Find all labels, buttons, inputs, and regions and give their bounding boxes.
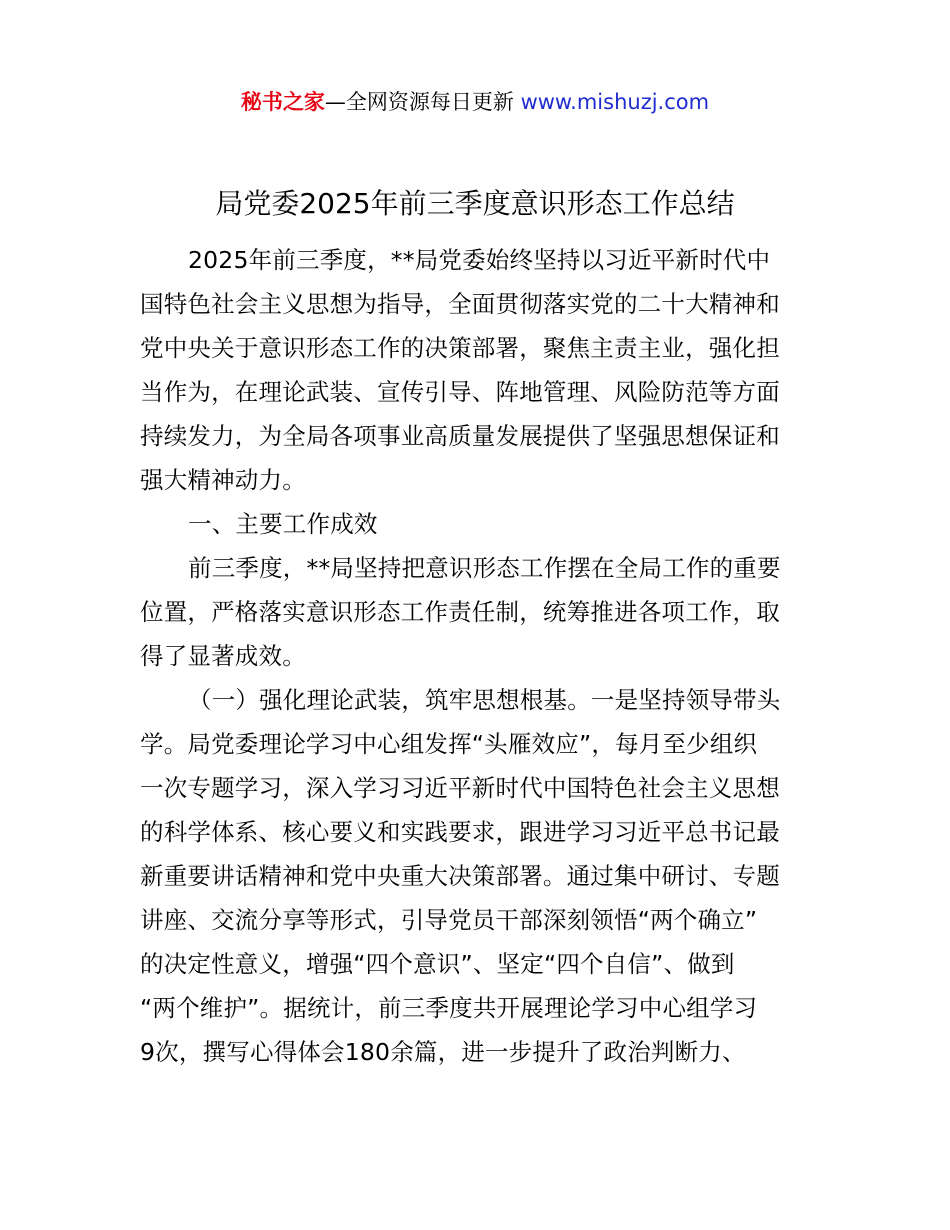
brand-name: 秘书之家 <box>240 90 325 114</box>
header-slogan: —全网资源每日更新 <box>324 90 521 114</box>
paragraph-line: 9次，撰写心得体会180余篇，进一步提升了政治判断力、 <box>140 1038 746 1066</box>
paragraph-line: 得了显著成效。 <box>140 642 306 670</box>
paragraph-line: 党中央关于意识形态工作的决策部署，聚焦主责主业，强化担 <box>140 334 780 362</box>
paragraph-line: 的科学体系、核心要义和实践要求，跟进学习习近平总书记最 <box>140 818 780 846</box>
paragraph-line: 当作为，在理论武装、宣传引导、阵地管理、风险防范等方面 <box>140 378 780 406</box>
paragraph-line: 讲座、交流分享等形式，引导党员干部深刻领悟“两个确立” <box>140 906 758 934</box>
site-url-link[interactable]: www.mishuzj.com <box>520 90 710 114</box>
paragraph-line: （一）强化理论武装，筑牢思想根基。一是坚持领导带头 <box>188 686 781 714</box>
paragraph-line: 国特色社会主义思想为指导，全面贯彻落实党的二十大精神和 <box>140 290 780 318</box>
paragraph-line: 2025年前三季度，**局党委始终坚持以习近平新时代中 <box>188 246 771 274</box>
paragraph-line: 位置，严格落实意识形态工作责任制，统筹推进各项工作，取 <box>140 598 780 626</box>
paragraph-line: 持续发力，为全局各项事业高质量发展提供了坚强思想保证和 <box>140 422 780 450</box>
paragraph-line: 学。局党委理论学习中心组发挥“头雁效应”，每月至少组织 <box>140 730 758 758</box>
section-heading: 一、主要工作成效 <box>188 510 378 538</box>
paragraph-line: 新重要讲话精神和党中央重大决策部署。通过集中研讨、专题 <box>140 862 780 890</box>
paragraph-line: “两个维护”。据统计，前三季度共开展理论学习中心组学习 <box>140 994 758 1022</box>
paragraph-line: 的决定性意义，增强“四个意识”、坚定“四个自信”、做到 <box>140 950 735 978</box>
paragraph-line: 前三季度，**局坚持把意识形态工作摆在全局工作的重要 <box>188 554 781 582</box>
paragraph-line: 一次专题学习，深入学习习近平新时代中国特色社会主义思想 <box>140 774 780 802</box>
paragraph-line: 强大精神动力。 <box>140 466 306 494</box>
document-title: 局党委2025年前三季度意识形态工作总结 <box>215 187 735 220</box>
site-header <box>0 86 950 118</box>
document-body <box>140 238 812 1074</box>
